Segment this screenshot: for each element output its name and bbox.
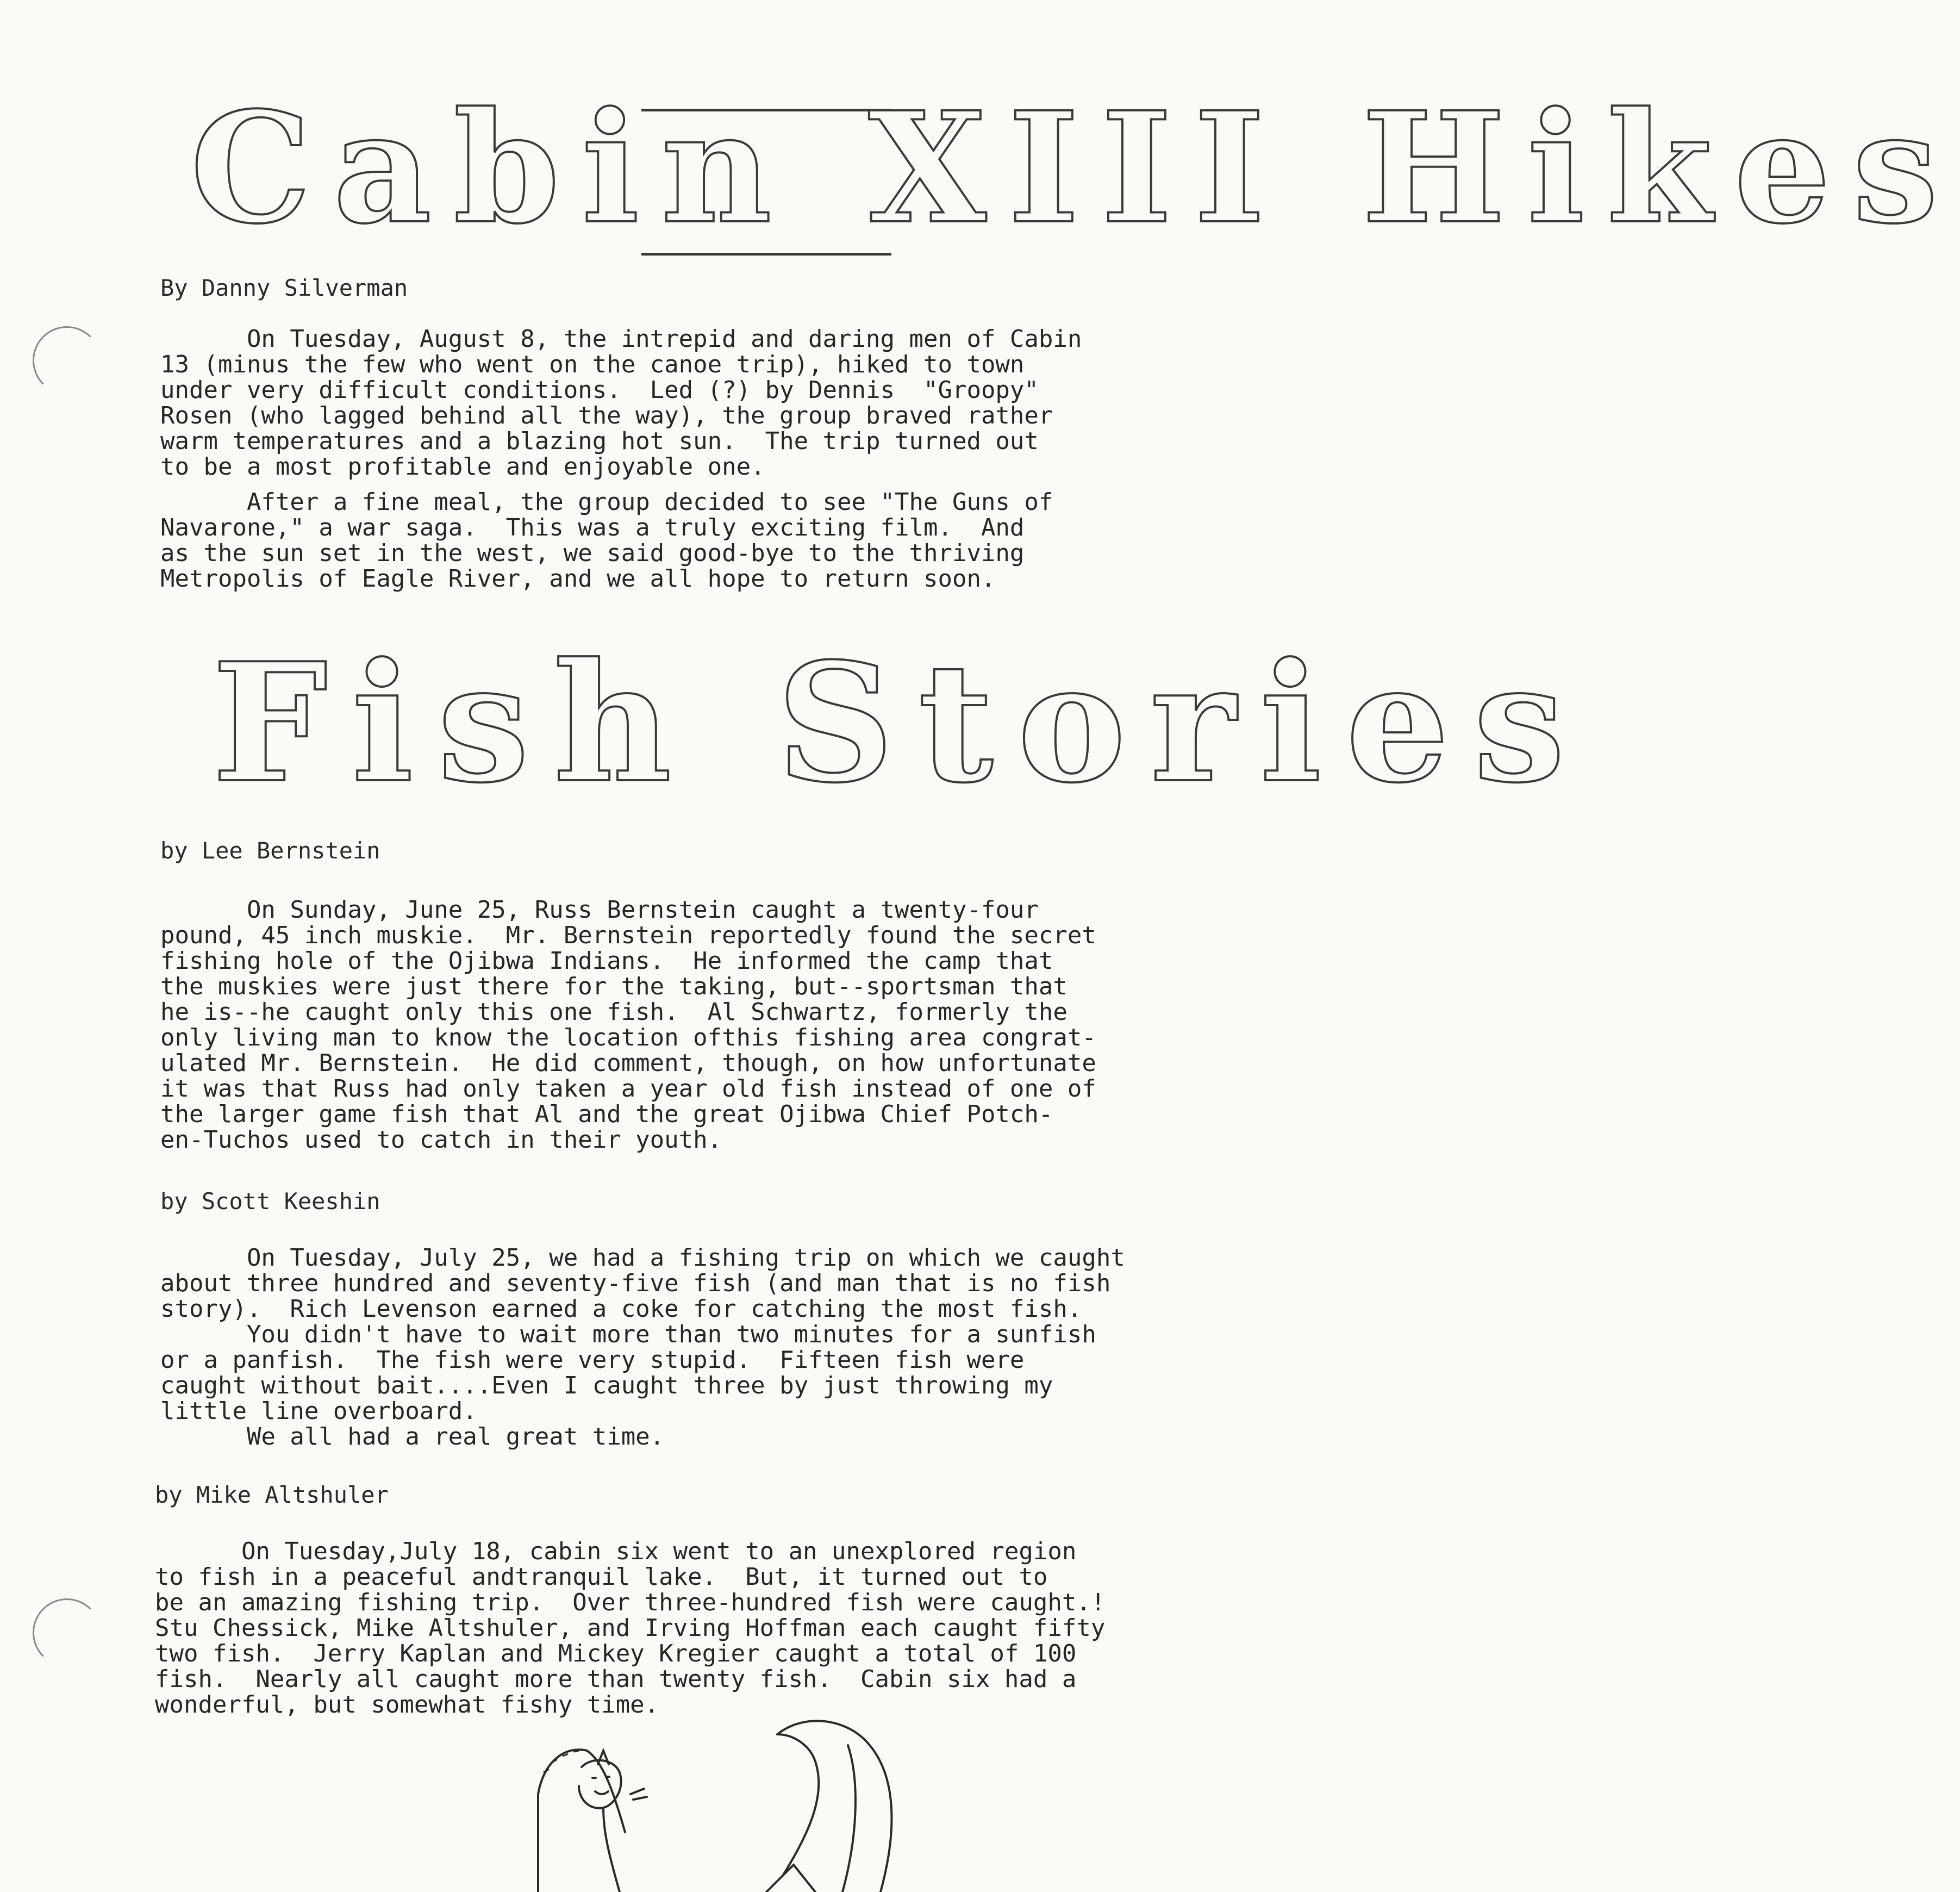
- cabin-hikes-title: Cabin XIII Hikes: [190, 79, 1960, 258]
- cabin-paragraph-1: On Tuesday, August 8, the intrepid and daring men of Cabin 13 (minus the few who went on the canoe trip), hiked to town under very difficult conditions. Led (?) by Dennis "Groopy" Rosen (who lagged behind all the way), the group braved rather warm temperatures and a blazing hot sun. The trip turned out to be a most profitable and enjoyable one.: [160, 325, 1082, 481]
- fish-story-lee: On Sunday, June 25, Russ Bernstein caught a twenty-four pound, 45 inch muskie. Mr. Bernstein reportedly found the secret fishing hole of the Ojibwa Indians. He informed the camp that the muskies were just there for the taking, but--sportsman that he is--he caught only this one fish. Al Schwartz, formerly the only living man to know the location ofthis fishing area congrat- ulated Mr. Bernstein. He did comment, though, on how unfortunate it was that Russ had only taken a year old fish instead of one of the larger game fish that Al and the great Ojibwa Chief Potch- en-Tuchos used to catch in their youth.: [160, 896, 1096, 1154]
- fish-byline-mike: by Mike Altshuler: [155, 1482, 389, 1508]
- fish-byline-scott: by Scott Keeshin: [160, 1188, 380, 1215]
- fish-byline-lee: by Lee Bernstein: [160, 837, 380, 864]
- fish-story-scott: On Tuesday, July 25, we had a fishing trip on which we caught about three hundred and seventy-five fish (and man that is no fish story). Rich Levenson earned a coke for catching the most fish. You didn't have to wait more than two minutes for a sunfish or a panfish. The fish were very stupid. Fifteen fish were caught without bait....Even I caught three by just throwing my little line overboard. We all had a real great time.: [160, 1244, 1125, 1451]
- cabin-paragraph-2: After a fine meal, the group decided to see "The Guns of Navarone," a war saga. This was a truly exciting film. And as the sun set in the west, we said good-bye to the thriving Metropolis of Eagle River, and we all hope to return soon.: [160, 488, 1053, 593]
- binder-hole-icon: [33, 326, 101, 395]
- binder-hole-icon: [33, 1598, 101, 1667]
- fish-story-mike: On Tuesday,July 18, cabin six went to an unexplored region to fish in a peaceful andtranquil lake. But, it turned out to be an amazing fishing trip. Over three-hundred fish were caught.! Stu Chessick, Mike Altshuler, and Irving Hoffman each caught fifty two fish. Jerry Kaplan and Mickey Kregier caught a total of 100 fish. Nearly all caught more than twenty fish. Cabin six had a wonderful, but somewhat fishy time.: [155, 1538, 1106, 1719]
- fish-stories-title: Fish Stories: [212, 627, 1589, 819]
- cabin-byline: By Danny Silverman: [160, 275, 408, 301]
- fisherman-cartoon-icon: [522, 1713, 902, 1892]
